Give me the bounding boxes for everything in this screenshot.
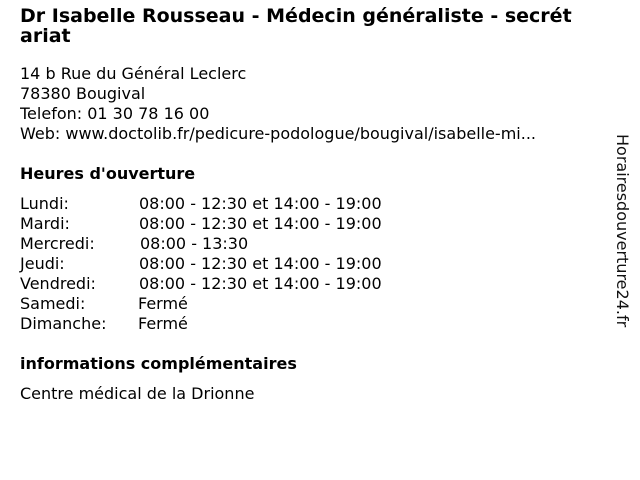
address-street: 14 b Rue du Général Leclerc [20, 64, 247, 83]
day-label: Mercredi: [20, 234, 95, 253]
time-value: 08:00 - 12:30 et 14:00 - 19:00 [139, 214, 382, 233]
hours-row [20, 194, 580, 214]
time-value: 08:00 - 12:30 et 14:00 - 19:00 [139, 194, 382, 213]
time-value: 08:00 - 12:30 et 14:00 - 19:00 [139, 254, 382, 273]
watermark [611, 134, 633, 374]
hours-row [20, 314, 580, 334]
website-link[interactable]: Web: www.doctolib.fr/pedicure-podologue/bougival/isabelle-mi... [20, 124, 536, 143]
info-heading: informations complémentaires [20, 354, 297, 373]
watermark-text: Horairesdouverture24.fr [613, 134, 632, 328]
day-label: Lundi: [20, 194, 69, 213]
address-city: 78380 Bougival [20, 84, 146, 103]
hours-heading: Heures d'ouverture [20, 164, 196, 183]
page-title: Dr Isabelle Rousseau - Médecin généraliste - secrétariat [20, 5, 572, 47]
phone-number[interactable]: Telefon: 01 30 78 16 00 [20, 104, 210, 123]
info-text: Centre médical de la Drionne [20, 384, 255, 403]
time-value: Fermé [138, 314, 188, 333]
address-block [20, 64, 600, 144]
hours-row [20, 214, 580, 234]
day-label: Vendredi: [20, 274, 96, 293]
day-label: Mardi: [20, 214, 70, 233]
time-value: 08:00 - 12:30 et 14:00 - 19:00 [139, 274, 382, 293]
day-label: Jeudi: [20, 254, 65, 273]
hours-row [20, 234, 580, 254]
time-value: Fermé [138, 294, 188, 313]
opening-hours-list [20, 194, 580, 334]
hours-row [20, 254, 580, 274]
day-label: Samedi: [20, 294, 86, 313]
hours-row [20, 274, 580, 294]
hours-row [20, 294, 580, 314]
time-value: 08:00 - 13:30 [140, 234, 249, 253]
day-label: Dimanche: [20, 314, 107, 333]
